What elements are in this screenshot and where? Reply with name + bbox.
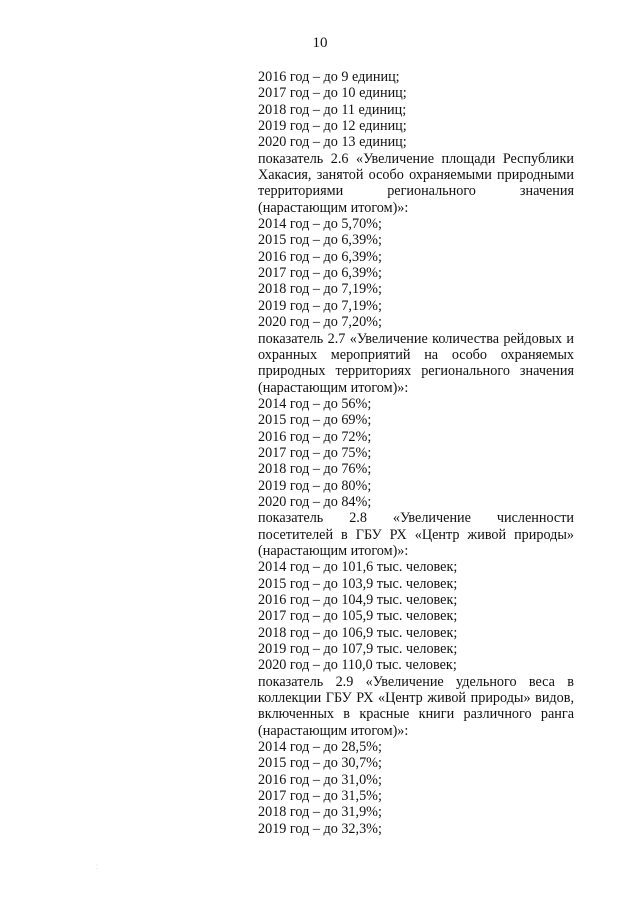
- indicator-text-line: посетителей в ГБУ РХ «Центр живой природы»: [258, 526, 574, 543]
- text-line: 2016 год – до 72%;: [258, 428, 372, 445]
- indicator-text-line: показатель 2.9 «Увеличение удельного веса в: [258, 673, 574, 690]
- text-line: 2016 год – до 9 единиц;: [258, 69, 400, 85]
- document-body: [258, 69, 574, 837]
- text-line: 2017 год – до 10 единиц;: [258, 85, 407, 102]
- indicator-text-line: показатель 2.7 «Увеличение количества рейдовых и: [258, 330, 574, 347]
- page-number: 10: [312, 35, 328, 51]
- indicator-text-line: показатель 2.6 «Увеличение площади Республики: [258, 150, 574, 167]
- scan-artifact: ⁚: [96, 865, 98, 871]
- text-line: 2019 год – до 32,3%;: [258, 820, 382, 837]
- text-line: 2015 год – до 30,7%;: [258, 755, 382, 772]
- text-line: 2017 год – до 75%;: [258, 444, 372, 461]
- text-line: 2019 год – до 12 единиц;: [258, 118, 407, 135]
- text-line: 2017 год – до 105,9 тыс. человек;: [258, 608, 458, 625]
- text-line: 2019 год – до 107,9 тыс. человек;: [258, 641, 458, 658]
- text-line: 2014 год – до 28,5%;: [258, 739, 382, 756]
- text-line: 2015 год – до 103,9 тыс. человек;: [258, 575, 458, 592]
- text-line: 2020 год – до 84%;: [258, 493, 372, 510]
- text-line: 2014 год – до 56%;: [258, 395, 372, 412]
- text-line: 2020 год – до 13 единиц;: [258, 134, 407, 151]
- indicator-text-line: территориями регионального значения: [258, 183, 574, 200]
- text-line: 2020 год – до 110,0 тыс. человек;: [258, 657, 457, 674]
- text-line: (нарастающим итогом)»:: [258, 722, 409, 739]
- indicator-text-line: природных территориях регионального значения: [258, 363, 574, 380]
- text-line: 2015 год – до 69%;: [258, 412, 372, 429]
- indicator-text-line: охранных мероприятий на особо охраняемых: [258, 346, 574, 363]
- text-line: (нарастающим итогом)»:: [258, 379, 409, 396]
- text-line: 2017 год – до 31,5%;: [258, 788, 382, 805]
- text-line: 2016 год – до 104,9 тыс. человек;: [258, 592, 458, 608]
- text-line: 2018 год – до 7,19%;: [258, 281, 382, 298]
- text-line: 2019 год – до 80%;: [258, 477, 372, 494]
- text-line: 2018 год – до 31,9%;: [258, 804, 382, 821]
- text-line: 2015 год – до 6,39%;: [258, 232, 382, 249]
- indicator-text-line: включенных в красные книги различного ранга: [258, 706, 574, 723]
- text-line: 2018 год – до 11 единиц;: [258, 101, 407, 118]
- indicator-text-line: коллекции ГБУ РХ «Центр живой природы» видов,: [258, 690, 574, 707]
- text-line: (нарастающим итогом)»:: [258, 199, 409, 216]
- text-line: 2014 год – до 101,6 тыс. человек;: [258, 559, 458, 576]
- text-line: 2016 год – до 31,0%;: [258, 771, 382, 788]
- text-line: 2017 год – до 6,39%;: [258, 265, 382, 282]
- text-line: 2016 год – до 6,39%;: [258, 248, 382, 265]
- indicator-text-line: показатель 2.8 «Увеличение численности: [258, 510, 574, 527]
- text-line: 2018 год – до 106,9 тыс. человек;: [258, 624, 458, 641]
- text-line: (нарастающим итогом)»:: [258, 542, 409, 559]
- text-line: 2018 год – до 76%;: [258, 461, 372, 478]
- indicator-text-line: Хакасия, занятой особо охраняемыми природными: [258, 167, 574, 184]
- text-line: 2014 год – до 5,70%;: [258, 216, 382, 233]
- text-line: 2019 год – до 7,19%;: [258, 297, 382, 314]
- text-line: 2020 год – до 7,20%;: [258, 314, 382, 331]
